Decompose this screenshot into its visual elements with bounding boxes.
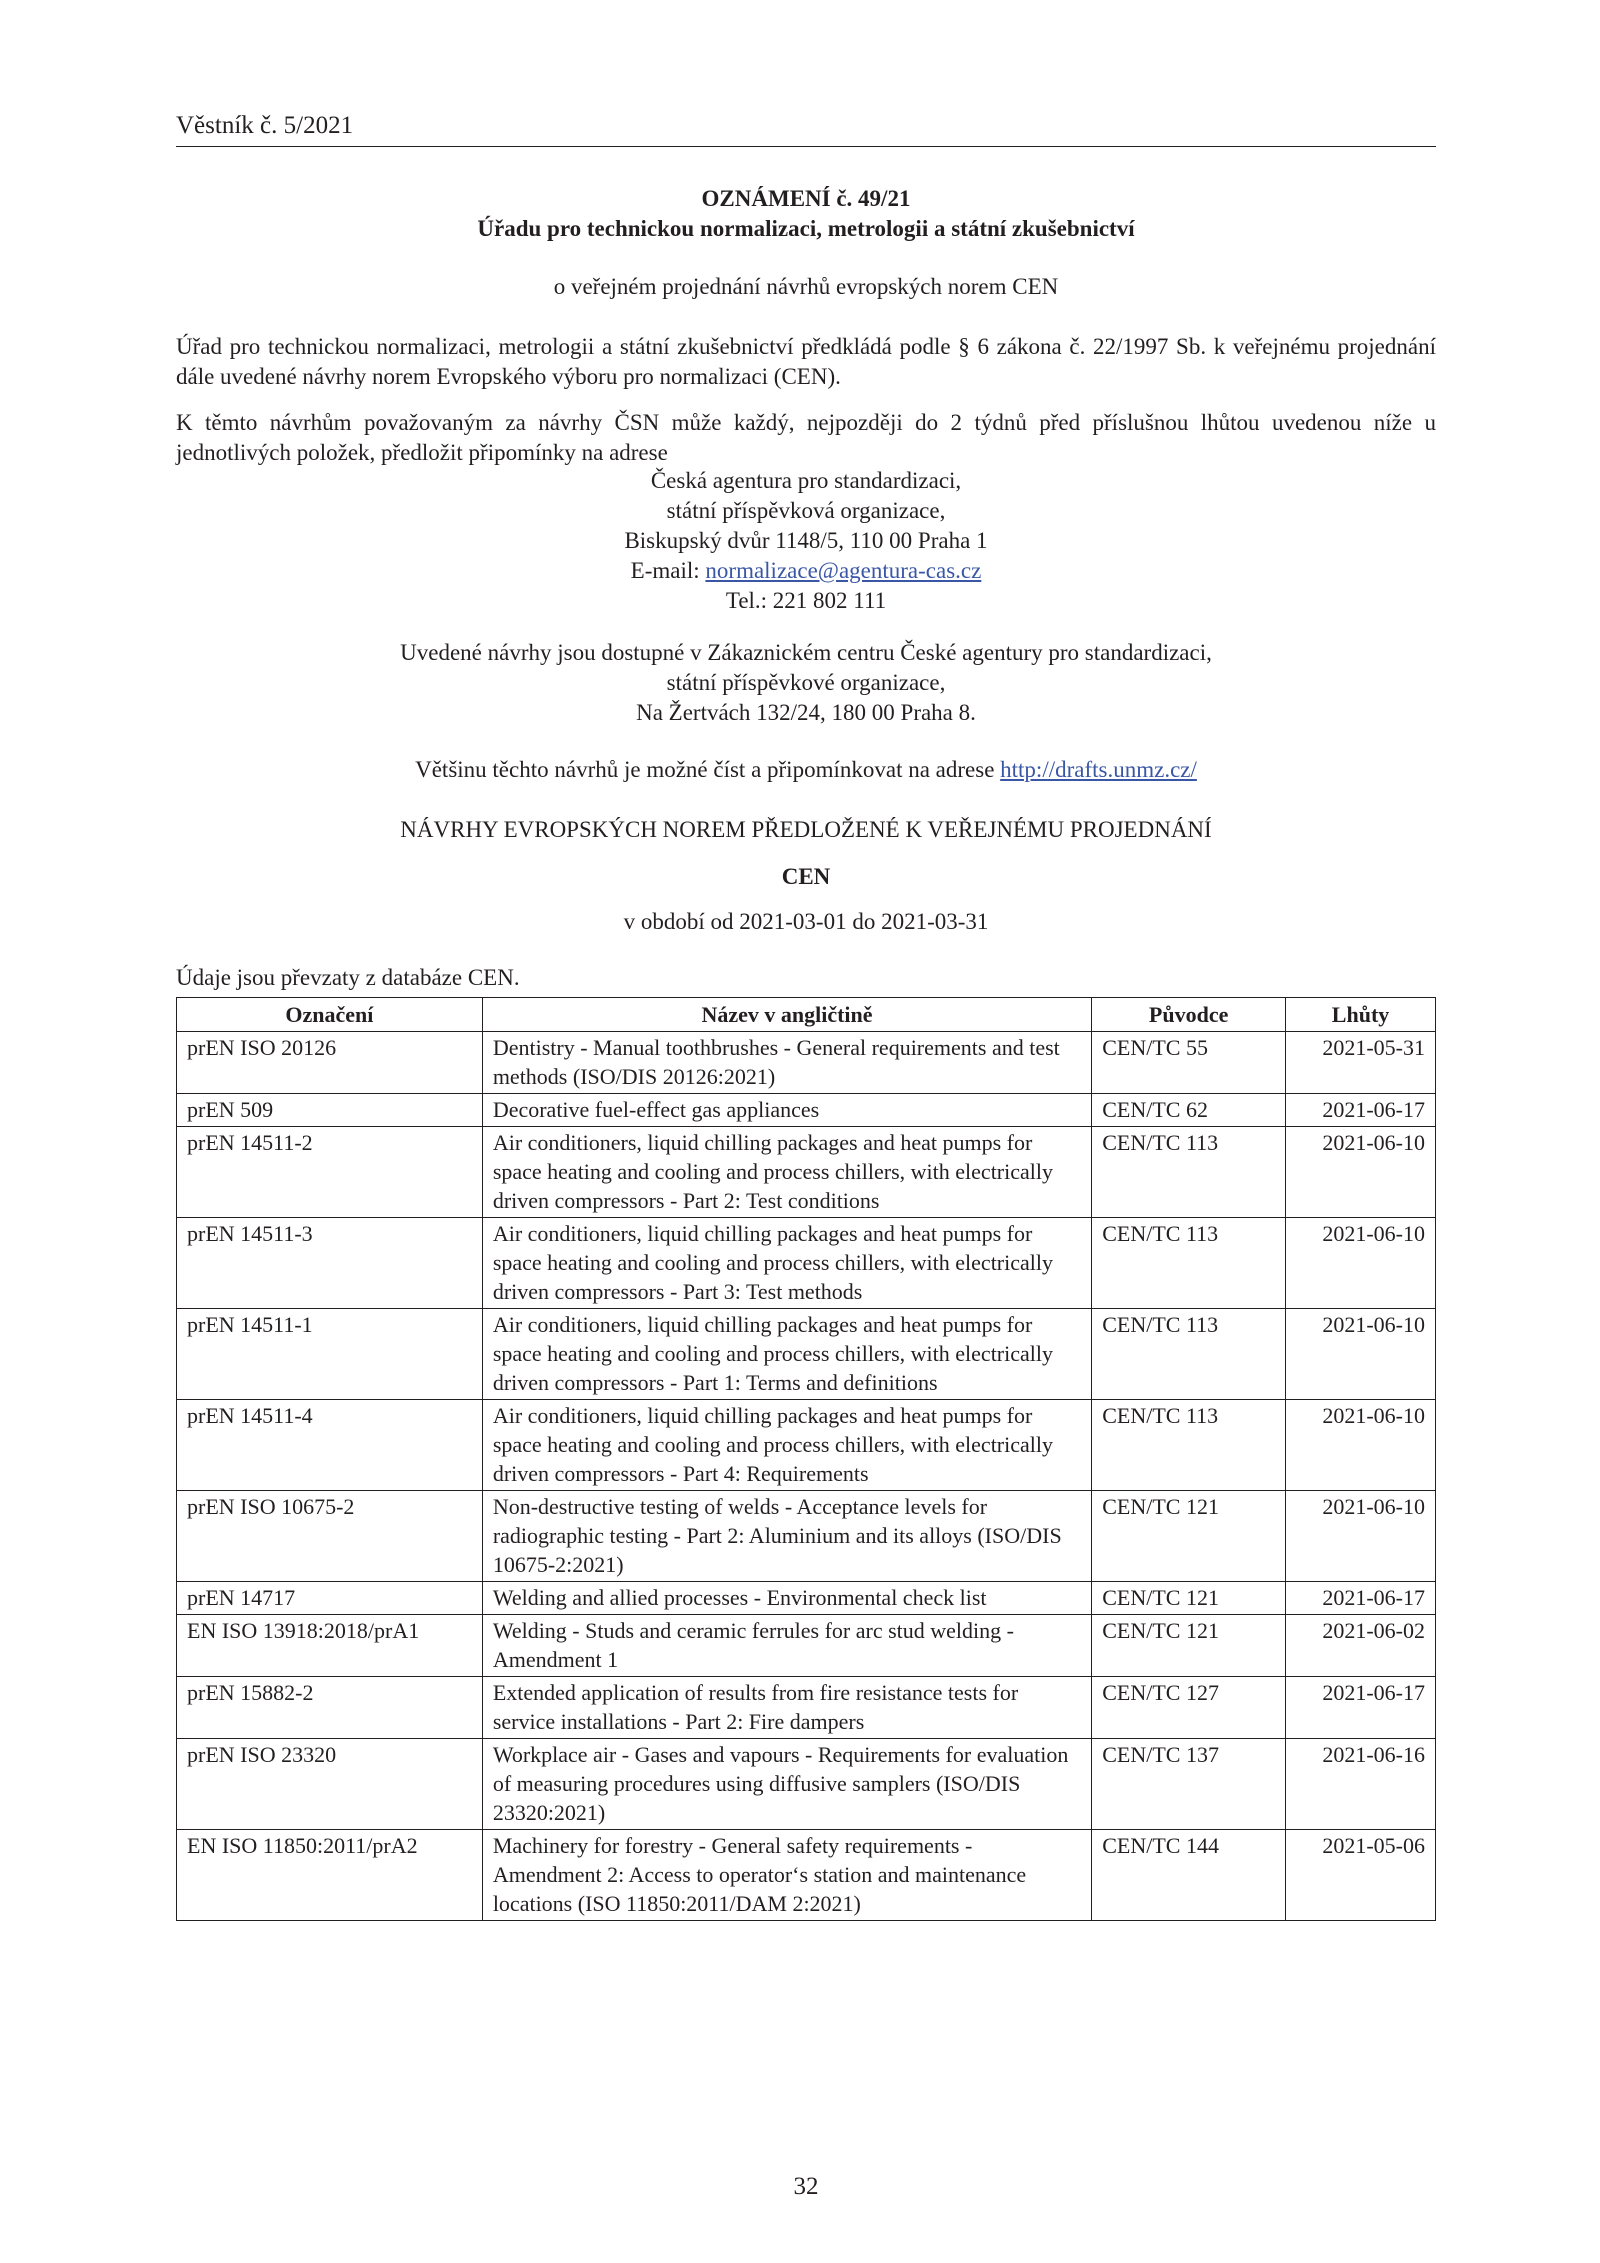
agency-phone: Tel.: 221 802 111 [725, 588, 887, 613]
cell-designation: prEN 14511-2 [177, 1127, 483, 1218]
cell-originator: CEN/TC 121 [1092, 1582, 1286, 1615]
table-row [177, 1309, 1436, 1400]
cell-deadline: 2021-05-06 [1286, 1830, 1436, 1921]
cell-deadline: 2021-06-10 [1286, 1127, 1436, 1218]
cell-originator: CEN/TC 127 [1092, 1677, 1286, 1739]
cell-designation: prEN ISO 10675-2 [177, 1491, 483, 1582]
page-number: 32 [793, 2173, 819, 2200]
comments-paragraph: K těmto návrhům považovaným za návrhy ČSN může každý, nejpozději do 2 týdnů před příslušnou lhůtou uvedenou níže u jednotlivých položek, předložit připomínky na adrese [176, 410, 1436, 465]
cell-designation: prEN 509 [177, 1094, 483, 1127]
column-header-originator: Původce [1092, 998, 1286, 1032]
cell-english-title: Decorative fuel-effect gas appliances [482, 1094, 1091, 1127]
table-row [177, 1032, 1436, 1094]
email-label: E-mail: [630, 558, 706, 583]
availability-line-3: Na Žertvách 132/24, 180 00 Praha 8. [636, 700, 976, 725]
header-rule [176, 146, 1436, 147]
cell-english-title: Non-destructive testing of welds - Acceptance levels for radiographic testing - Part 2: Aluminium and its alloys (ISO/DIS 10675-2:2021) [482, 1491, 1091, 1582]
agency-email-line [176, 556, 1436, 586]
cell-english-title: Air conditioners, liquid chilling packages and heat pumps for space heating and cooling and process chillers, with electrically driven compressors - Part 4: Requirements [482, 1400, 1091, 1491]
section-heading: NÁVRHY EVROPSKÝCH NOREM PŘEDLOŽENÉ K VEŘEJNÉMU PROJEDNÁNÍ [400, 817, 1212, 842]
column-header-designation: Označení [177, 998, 483, 1032]
cell-deadline: 2021-06-10 [1286, 1491, 1436, 1582]
cell-english-title: Air conditioners, liquid chilling packages and heat pumps for space heating and cooling and process chillers, with electrically driven compressors - Part 2: Test conditions [482, 1127, 1091, 1218]
cell-english-title: Air conditioners, liquid chilling packages and heat pumps for space heating and cooling and process chillers, with electrically driven compressors - Part 3: Test methods [482, 1218, 1091, 1309]
cell-originator: CEN/TC 113 [1092, 1127, 1286, 1218]
agency-name: Česká agentura pro standardizaci, [650, 468, 962, 493]
cell-deadline: 2021-06-17 [1286, 1677, 1436, 1739]
cell-originator: CEN/TC 121 [1092, 1491, 1286, 1582]
table-header-row [177, 998, 1436, 1032]
cell-originator: CEN/TC 62 [1092, 1094, 1286, 1127]
cell-designation: prEN 14717 [177, 1582, 483, 1615]
cell-english-title: Extended application of results from fire resistance tests for service installations - Part 2: Fire dampers [482, 1677, 1091, 1739]
notice-subject: o veřejném projednání návrhů evropských norem CEN [553, 274, 1059, 299]
cell-english-title: Workplace air - Gases and vapours - Requirements for evaluation of measuring procedures using diffusive samplers (ISO/DIS 23320:2021) [482, 1739, 1091, 1830]
cell-deadline: 2021-06-10 [1286, 1218, 1436, 1309]
column-header-english-title: Název v angličtině [482, 998, 1091, 1032]
agency-street: Biskupský dvůr 1148/5, 110 00 Praha 1 [624, 528, 988, 553]
cell-english-title: Welding and allied processes - Environmental check list [482, 1582, 1091, 1615]
cell-originator: CEN/TC 113 [1092, 1400, 1286, 1491]
cell-deadline: 2021-06-02 [1286, 1615, 1436, 1677]
cell-designation: EN ISO 13918:2018/prA1 [177, 1615, 483, 1677]
cell-designation: prEN 14511-3 [177, 1218, 483, 1309]
cell-designation: prEN 15882-2 [177, 1677, 483, 1739]
cell-designation: prEN 14511-1 [177, 1309, 483, 1400]
journal-header: Věstník č. 5/2021 [176, 112, 354, 139]
table-row [177, 1615, 1436, 1677]
norms-table [176, 997, 1436, 1921]
table-row [177, 1677, 1436, 1739]
cell-originator: CEN/TC 121 [1092, 1615, 1286, 1677]
notice-title-block [176, 184, 1436, 244]
cell-deadline: 2021-05-31 [1286, 1032, 1436, 1094]
table-row [177, 1582, 1436, 1615]
drafts-portal-link[interactable]: http://drafts.unmz.cz/ [1000, 757, 1197, 782]
cell-originator: CEN/TC 137 [1092, 1739, 1286, 1830]
cell-designation: prEN ISO 20126 [177, 1032, 483, 1094]
notice-issuer: Úřadu pro technickou normalizaci, metrologii a státní zkušebnictví [477, 216, 1135, 241]
cell-originator: CEN/TC 55 [1092, 1032, 1286, 1094]
section-body: CEN [781, 864, 831, 889]
availability-block [176, 638, 1436, 728]
cell-english-title: Air conditioners, liquid chilling packages and heat pumps for space heating and cooling and process chillers, with electrically driven compressors - Part 1: Terms and definitions [482, 1309, 1091, 1400]
table-row [177, 1094, 1436, 1127]
cell-originator: CEN/TC 144 [1092, 1830, 1286, 1921]
column-header-deadline: Lhůty [1286, 998, 1436, 1032]
cell-deadline: 2021-06-10 [1286, 1309, 1436, 1400]
cell-english-title: Welding - Studs and ceramic ferrules for arc stud welding - Amendment 1 [482, 1615, 1091, 1677]
drafts-portal-text: Většinu těchto návrhů je možné číst a připomínkovat na adrese [415, 757, 1001, 782]
email-link[interactable]: normalizace@agentura-cas.cz [705, 558, 982, 583]
drafts-portal-line [176, 755, 1436, 785]
cell-designation: prEN ISO 23320 [177, 1739, 483, 1830]
cell-deadline: 2021-06-10 [1286, 1400, 1436, 1491]
data-source-note: Údaje jsou převzaty z databáze CEN. [176, 965, 520, 990]
availability-line-1: Uvedené návrhy jsou dostupné v Zákaznickém centru České agentury pro standardizaci, [400, 640, 1212, 665]
section-period: v období od 2021-03-01 do 2021-03-31 [623, 909, 989, 934]
cell-designation: prEN 14511-4 [177, 1400, 483, 1491]
intro-paragraph: Úřad pro technickou normalizaci, metrologii a státní zkušebnictví předkládá podle § 6 zákona č. 22/1997 Sb. k veřejnému projednání dále uvedené návrhy norem Evropského výboru pro normalizaci (CEN). [176, 334, 1436, 389]
availability-line-2: státní příspěvkové organizace, [666, 670, 946, 695]
table-row [177, 1491, 1436, 1582]
table-row [177, 1127, 1436, 1218]
cell-english-title: Machinery for forestry - General safety requirements - Amendment 2: Access to operator‘s station and maintenance locations (ISO 11850:2011/DAM 2:2021) [482, 1830, 1091, 1921]
table-row [177, 1739, 1436, 1830]
notice-title: OZNÁMENÍ č. 49/21 [701, 186, 911, 211]
table-row [177, 1218, 1436, 1309]
cell-designation: EN ISO 11850:2011/prA2 [177, 1830, 483, 1921]
cell-originator: CEN/TC 113 [1092, 1218, 1286, 1309]
cell-originator: CEN/TC 113 [1092, 1309, 1286, 1400]
address-block [176, 466, 1436, 616]
cell-deadline: 2021-06-16 [1286, 1739, 1436, 1830]
cell-deadline: 2021-06-17 [1286, 1582, 1436, 1615]
cell-deadline: 2021-06-17 [1286, 1094, 1436, 1127]
table-row [177, 1400, 1436, 1491]
cell-english-title: Dentistry - Manual toothbrushes - General requirements and test methods (ISO/DIS 20126:2021) [482, 1032, 1091, 1094]
table-row [177, 1830, 1436, 1921]
agency-org-type: státní příspěvková organizace, [666, 498, 946, 523]
